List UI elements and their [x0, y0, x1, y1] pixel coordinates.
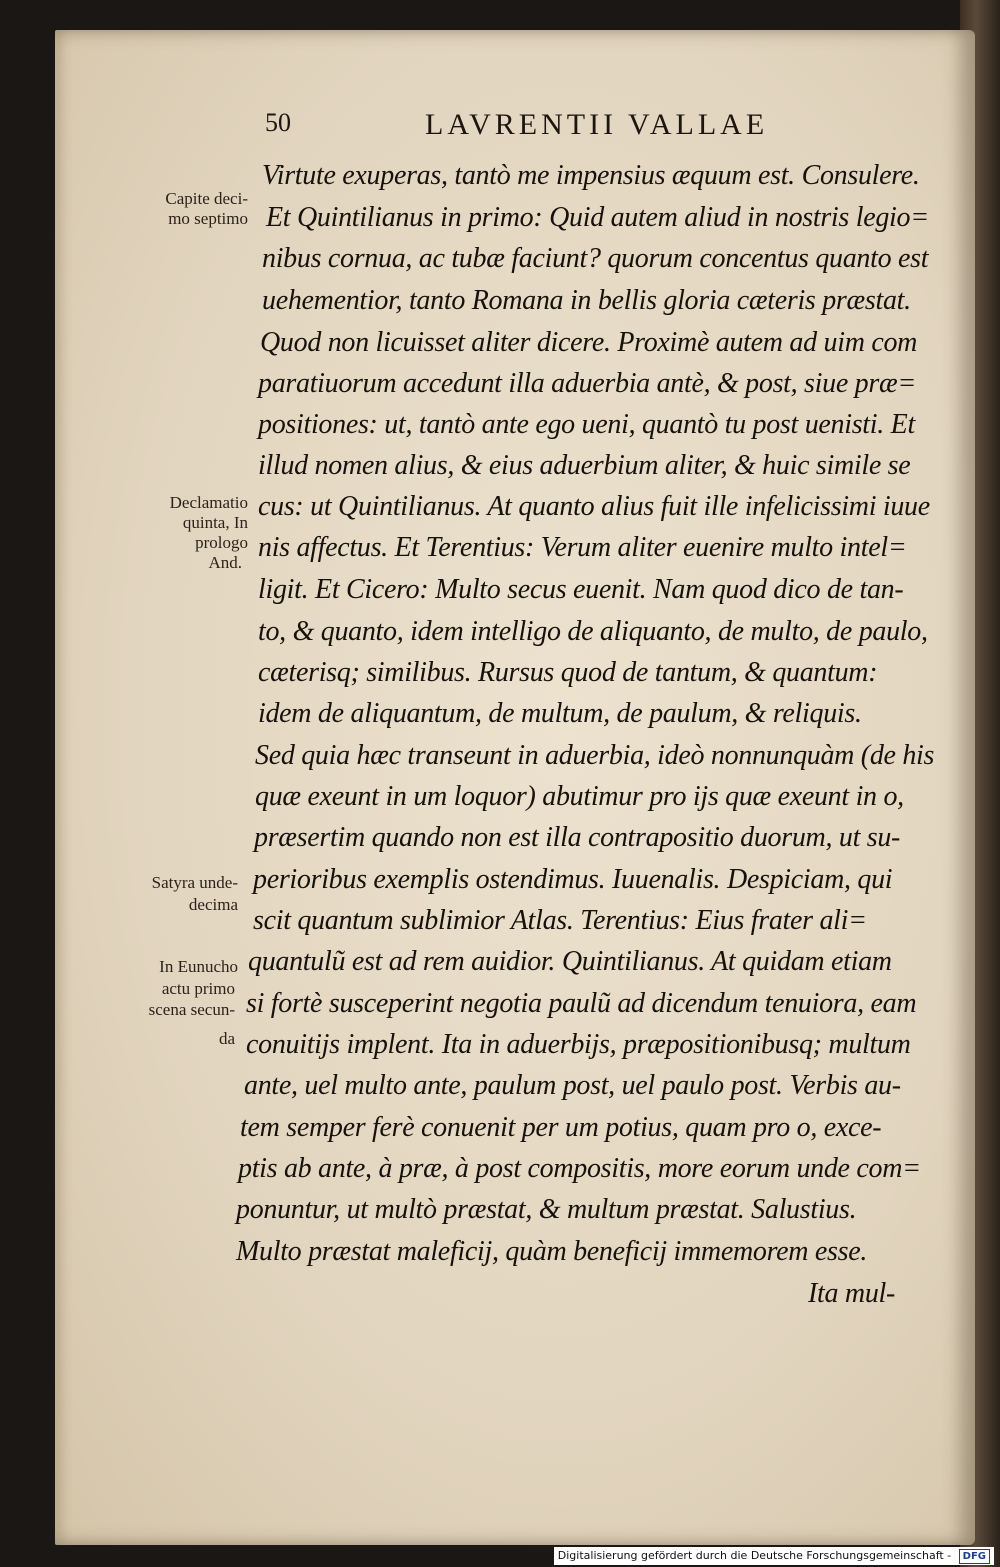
margin-note-line: scena secun-	[148, 1000, 235, 1019]
text-line: conuitijs implent. Ita in aduerbijs, præpositionibusq; multum	[246, 1029, 911, 1060]
text-line: quantulũ est ad rem auidior. Quintilianus. At quidam etiam	[248, 946, 892, 977]
text-line: positiones: ut, tantò ante ego ueni, quantò tu post uenisti. Et	[258, 409, 915, 440]
running-head	[265, 108, 825, 148]
text-line: Multo præstat maleficij, quàm beneficij immemorem esse.	[236, 1236, 868, 1267]
text-line: uehementior, tanto Romana in bellis gloria cæteris præstat.	[262, 285, 911, 316]
margin-note-line: In Eunucho	[159, 957, 238, 976]
margin-note-line: Satyra unde-	[151, 873, 238, 892]
text-line: idem de aliquantum, de multum, de paulum, & reliquis.	[258, 698, 862, 729]
margin-note-line: da	[218, 1029, 235, 1048]
text-line: perioribus exemplis ostendimus. Iuuenalis. Despiciam, qui	[253, 864, 893, 895]
text-line: nis affectus. Et Terentius: Verum aliter euenire multo intel=	[258, 532, 907, 563]
margin-note-line: actu primo	[161, 979, 235, 998]
margin-note-line: And.	[208, 553, 242, 572]
text-line: si fortè susceperint negotia paulũ ad dicendum tenuiora, eam	[246, 988, 917, 1019]
text-line: Quod non licuisset aliter dicere. Proximè autem ad uim com	[260, 327, 918, 358]
margin-note-line: Declamatio	[169, 493, 248, 512]
text-line: paratiuorum accedunt illa aduerbia antè, & post, siue præ=	[258, 368, 916, 399]
text-line: Et Quintilianus in primo: Quid autem aliud in nostris legio=	[266, 202, 929, 233]
margin-note-line: mo septimo	[168, 209, 248, 228]
running-title: LAVRENTII VALLAE	[425, 108, 769, 141]
page-number: 50	[265, 108, 291, 137]
credit-text: Digitalisierung gefördert durch die Deutsche Forschungsgemeinschaft -	[557, 1549, 952, 1562]
digitization-credit	[554, 1547, 994, 1565]
text-line: nibus cornua, ac tubæ faciunt? quorum concentus quanto est	[262, 243, 929, 274]
text-line: Virtute exuperas, tantò me impensius æquum est. Consulere.	[262, 160, 920, 191]
text-line: Sed quia hæc transeunt in aduerbia, ideò nonnunquàm (de his	[255, 740, 935, 771]
margin-note-line: decima	[188, 895, 238, 914]
margin-note-line: prologo	[195, 533, 248, 552]
margin-note-line: quinta, In	[182, 513, 248, 532]
text-line: præsertim quando non est illa contrapositio duorum, ut su-	[254, 822, 901, 853]
text-line: scit quantum sublimior Atlas. Terentius: Eius frater ali=	[253, 905, 867, 936]
text-line: ligit. Et Cicero: Multo secus euenit. Nam quod dico de tan-	[258, 574, 904, 605]
catchword: Ita mul-	[808, 1278, 896, 1309]
text-line: tem semper ferè conuenit per um potius, quam pro o, exce-	[240, 1112, 882, 1143]
text-line: illud nomen alius, & eius aduerbium aliter, & huic simile se	[258, 450, 911, 481]
text-line: ptis ab ante, à præ, à post compositis, more eorum unde com=	[238, 1153, 921, 1184]
text-line: cus: ut Quintilianus. At quanto alius fuit ille infelicissimi iuue	[258, 491, 930, 522]
margin-note-line: Capite deci-	[165, 189, 248, 208]
text-line: to, & quanto, idem intelligo de aliquanto, de multo, de paulo,	[258, 616, 928, 647]
dfg-logo: DFG	[959, 1549, 990, 1564]
text-line: ponuntur, ut multò præstat, & multum præstat. Salustius.	[236, 1194, 857, 1225]
text-line: quæ exeunt in um loquor) abutimur pro ijs quæ exeunt in o,	[255, 781, 904, 812]
text-line: cæterisq; similibus. Rursus quod de tantum, & quantum:	[258, 657, 878, 688]
text-line: ante, uel multo ante, paulum post, uel paulo post. Verbis au-	[244, 1070, 901, 1101]
